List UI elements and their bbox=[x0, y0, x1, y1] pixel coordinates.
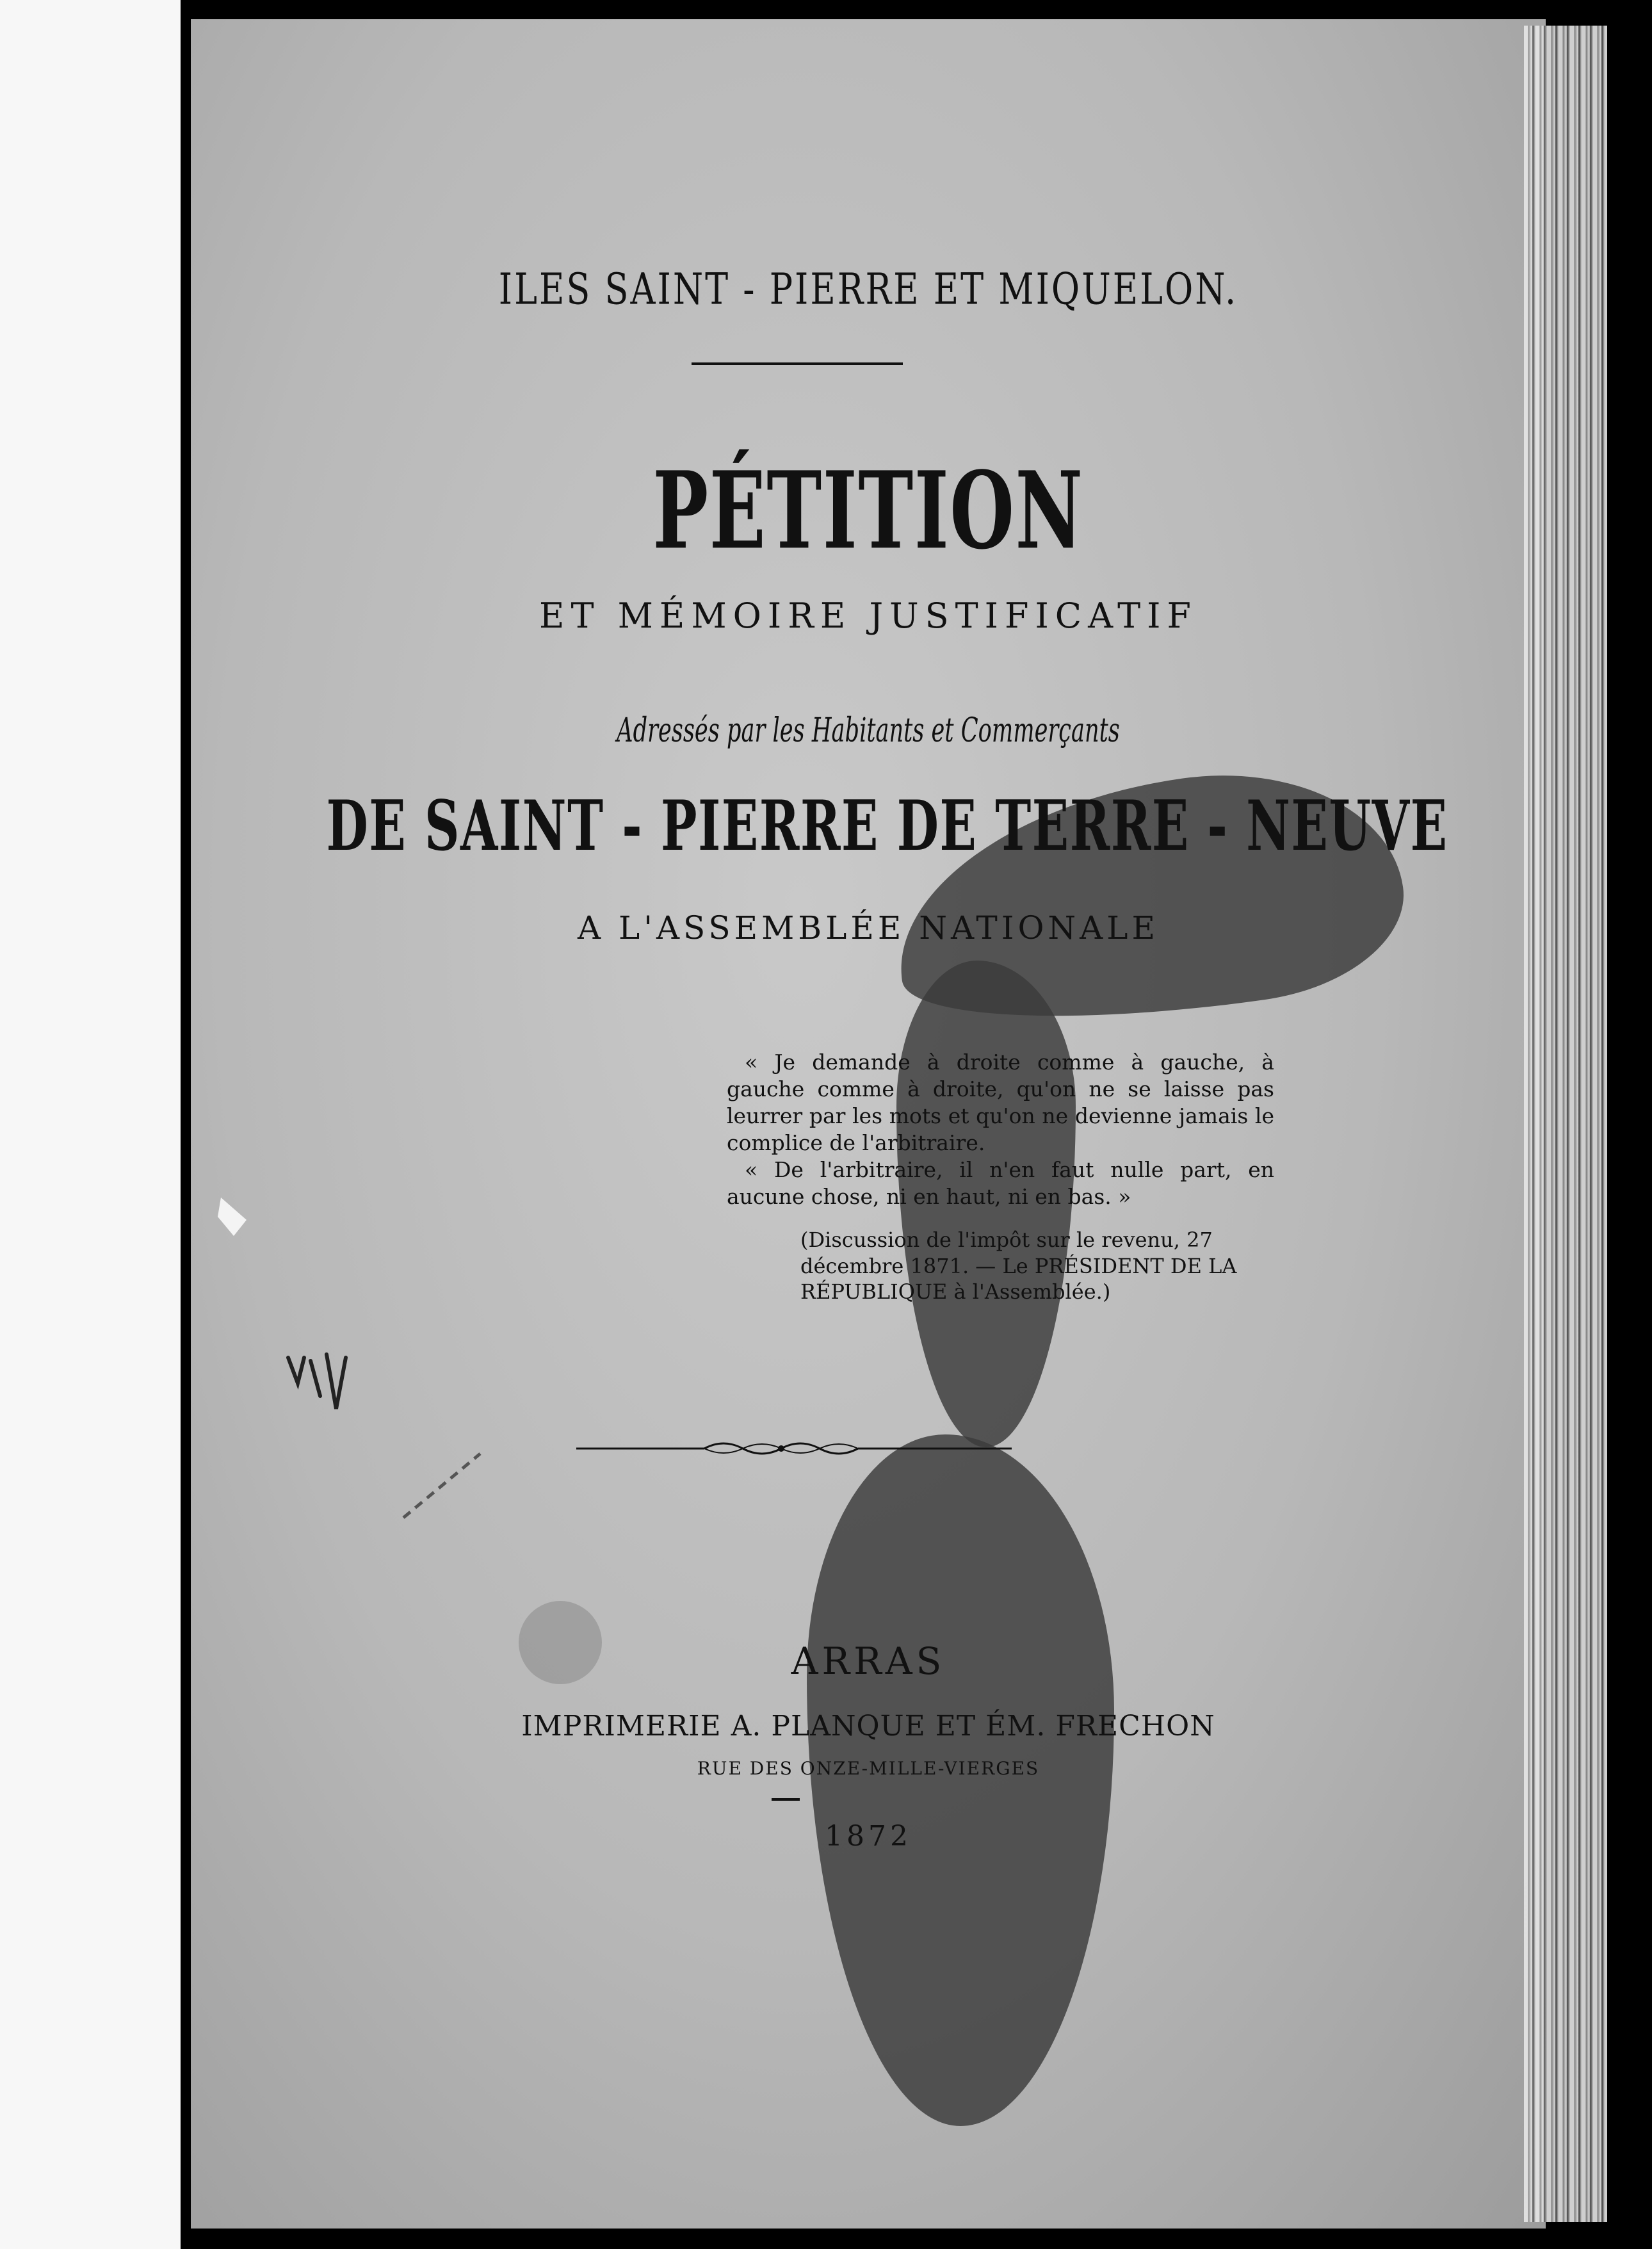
addressed-by: Adressés par les Habitants et Commerçants bbox=[617, 710, 1120, 751]
scan-left-border bbox=[181, 0, 191, 2249]
title: PÉTITION bbox=[652, 448, 1084, 573]
epigraph-paragraph-1: « Je demande à droite comme à gauche, à gauche comme à droite, qu'on ne se laisse pas leurrer par les mots et qu'on ne devienne jamais le complice de l'arbitraire. bbox=[727, 1050, 1274, 1155]
epigraph bbox=[727, 1049, 1274, 1210]
origin: DE SAINT - PIERRE DE TERRE - NEUVE bbox=[326, 785, 1448, 867]
header-rule bbox=[692, 362, 903, 365]
pencil-stroke bbox=[397, 1447, 487, 1524]
handwritten-mark bbox=[282, 1345, 365, 1441]
imprint-year: 1872 bbox=[825, 1820, 912, 1853]
imprint-street: RUE DES ONZE-MILLE-VIERGES bbox=[697, 1758, 1040, 1779]
scan-right-border bbox=[1607, 0, 1652, 2249]
imprint-rule bbox=[772, 1798, 800, 1801]
header-location: ILES SAINT - PIERRE ET MIQUELON. bbox=[498, 264, 1238, 314]
ornamental-rule bbox=[576, 1434, 1012, 1460]
recipient: A L'ASSEMBLÉE NATIONALE bbox=[578, 909, 1159, 946]
imprint-city: ARRAS bbox=[791, 1639, 946, 1683]
page-torn-edge bbox=[1524, 26, 1607, 2222]
epigraph-citation: (Discussion de l'impôt sur le revenu, 27 décembre 1871. — Le PRÉSIDENT DE LA RÉPUBLIQUE à l'Assemblée.) bbox=[800, 1228, 1237, 1304]
epigraph-paragraph-2: « De l'arbitraire, il n'en faut nulle part, en aucune chose, ni en haut, ni en bas. » bbox=[727, 1157, 1274, 1209]
imprint-printer: IMPRIMERIE A. PLANQUE ET ÉM. FRECHON bbox=[521, 1710, 1215, 1742]
scan-left-margin bbox=[0, 0, 181, 2249]
subtitle: ET MÉMOIRE JUSTIFICATIF bbox=[539, 596, 1197, 636]
paper-flaw bbox=[211, 1191, 256, 1242]
